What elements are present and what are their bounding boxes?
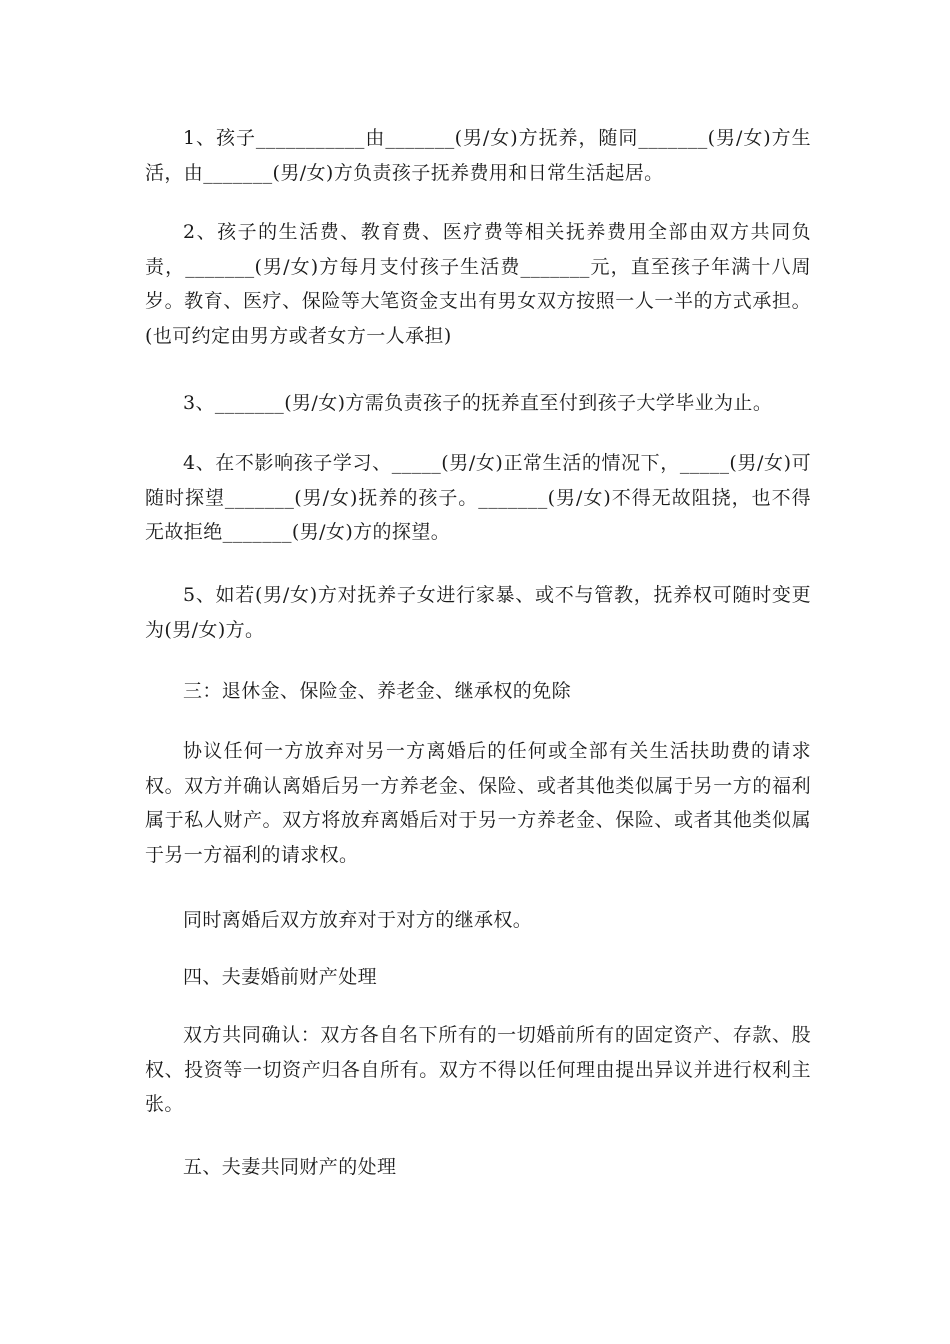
paragraph-pension-waiver: 协议任何一方放弃对另一方离婚后的任何或全部有关生活扶助费的请求权。双方并确认离婚后另一方养老金、保险、或者其他类似属于另一方的福利属于私人财产。双方将放弃离婚后对于另一方养老金、保险、或者其他类似属于另一方福利的请求权。 [145,740,811,866]
section-heading-4: 四、夫妻婚前财产处理 [183,966,378,988]
paragraph-custody-4: 4、在不影响孩子学习、_____(男/女)正常生活的情况下，_____(男/女)可随时探望_______(男/女)抚养的孩子。_______(男/女)不得无故阻挠，也不得无故拒绝_______(男/女)方的探望。 [145,452,811,543]
section-heading-3: 三：退休金、保险金、养老金、继承权的免除 [183,680,572,702]
section-heading-5: 五、夫妻共同财产的处理 [183,1156,397,1178]
paragraph-inheritance: 同时离婚后双方放弃对于对方的继承权。 [183,909,533,931]
paragraph-custody-3: 3、_______(男/女)方需负责孩子的抚养直至付到孩子大学毕业为止。 [183,392,773,414]
paragraph-custody-2: 2、孩子的生活费、教育费、医疗费等相关抚养费用全部由双方共同负责，_______(男/女)方每月支付孩子生活费_______元，直至孩子年满十八周岁。教育、医疗、保险等大笔资金支出有男女双方按照一人一半的方式承担。(也可约定由男方或者女方一人承担) [145,221,811,347]
paragraph-premarital-property: 双方共同确认：双方各自名下所有的一切婚前所有的固定资产、存款、股权、投资等一切资产归各自所有。双方不得以任何理由提出异议并进行权利主张。 [145,1024,811,1115]
paragraph-custody-1: 1、孩子___________由_______(男/女)方抚养，随同_______(男/女)方生活，由_______(男/女)方负责孩子抚养费用和日常生活起居。 [145,127,811,184]
paragraph-custody-5: 5、如若(男/女)方对抚养子女进行家暴、或不与管教，抚养权可随时变更为(男/女)方。 [145,584,811,641]
